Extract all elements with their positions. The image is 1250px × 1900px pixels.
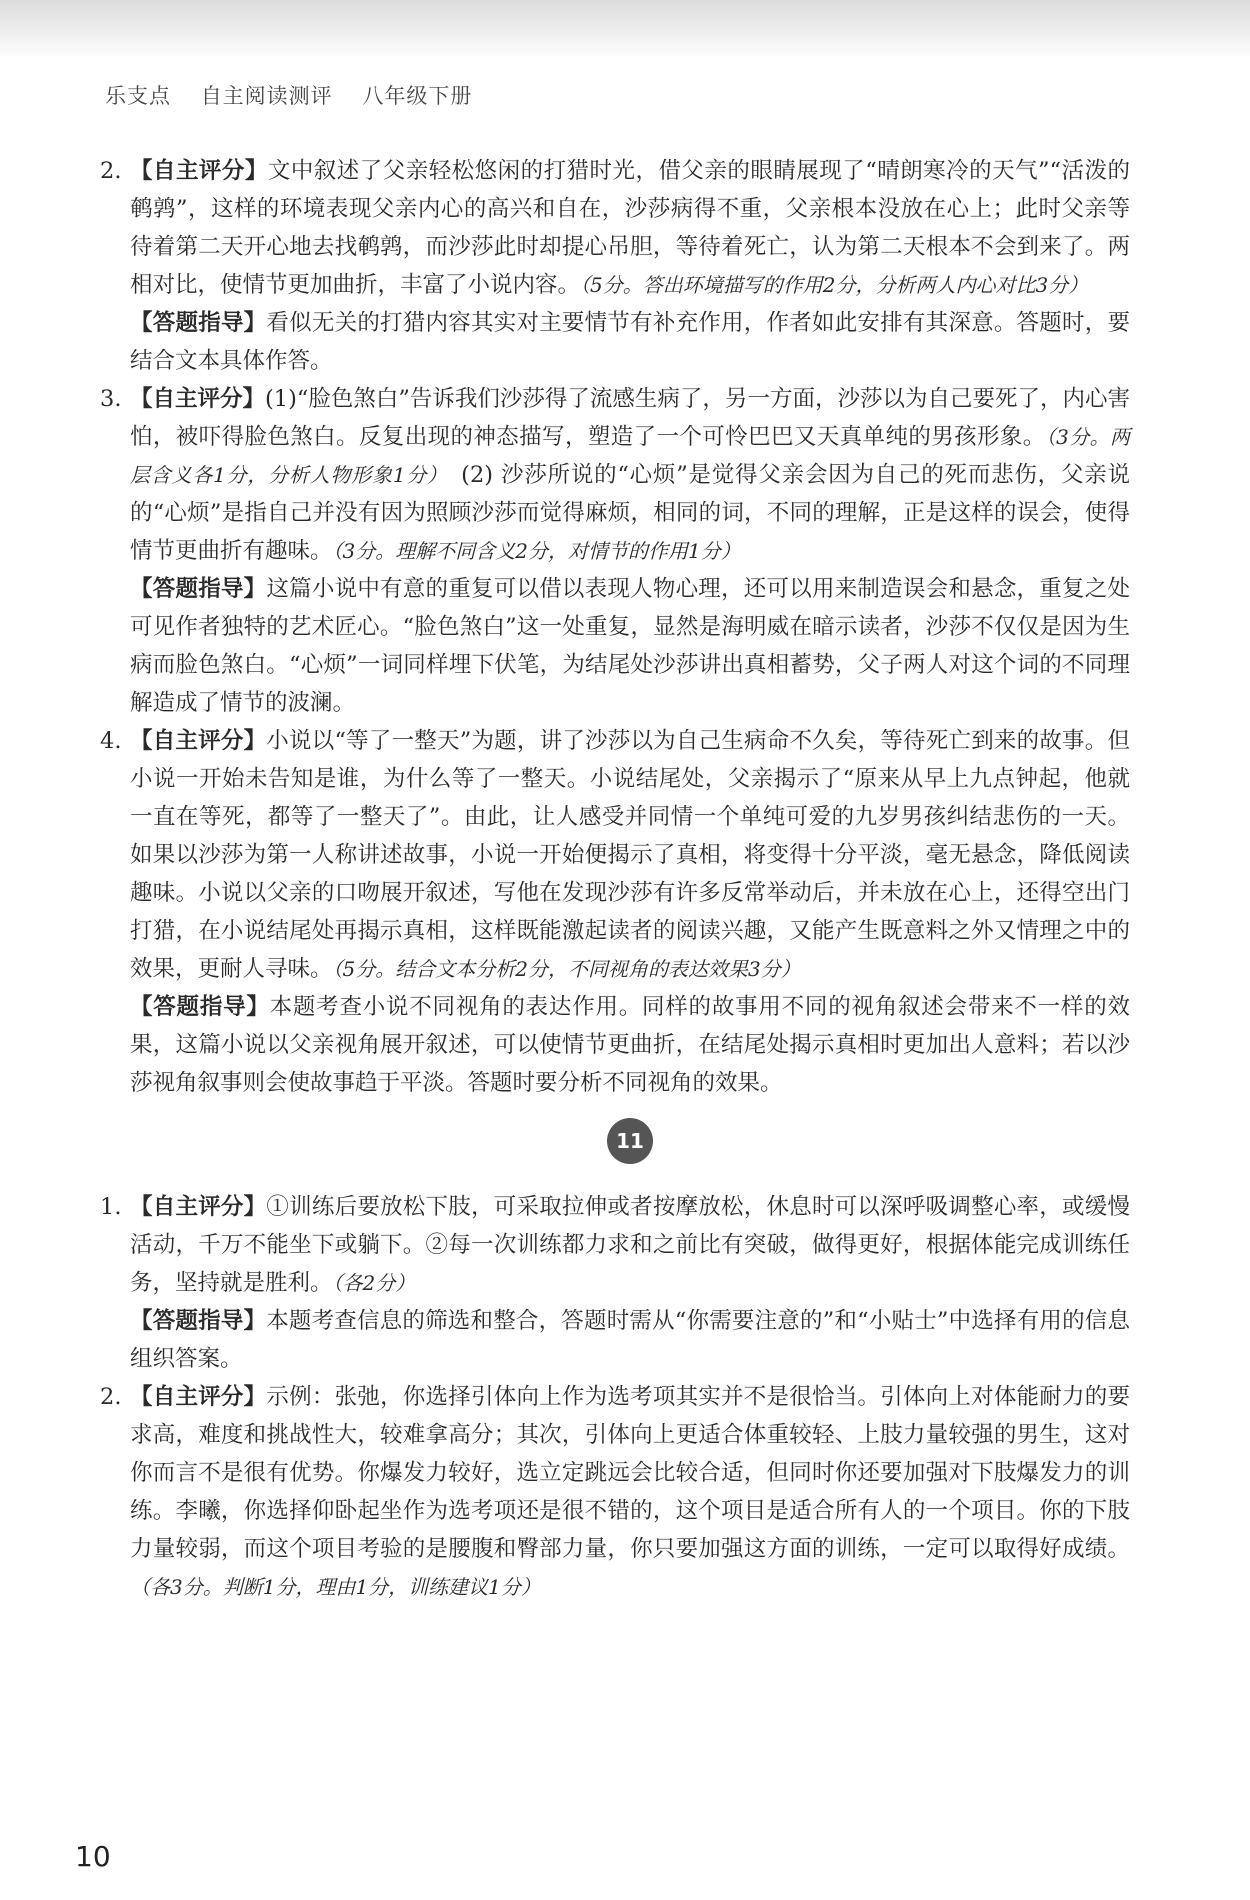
item-number: 2.: [100, 158, 122, 184]
guide-label: 【答题指导】: [130, 310, 267, 336]
item-text: (1)“脸色煞白”告诉我们沙莎得了流感生病了，另一方面，沙莎以为自己要死了，内心害怕，被吓得脸色煞白。反复出现的神态描写，塑造了一个可怜巴巴又天真单纯的男孩形象。: [130, 386, 1130, 450]
score-note: （各2分）: [332, 1271, 416, 1295]
score-note: （3分。两层含义各1分，分析人物形象1分）: [130, 425, 1130, 487]
answer-item: [100, 1188, 1130, 1378]
top-shadow: [0, 0, 1250, 60]
answer-content: [100, 152, 1131, 1606]
item-number: 2.: [100, 1384, 122, 1410]
guide-text: 这篇小说中有意的重复可以借以表现人物心理，还可以用来制造误会和悬念，重复之处可见作者独特的艺术匠心。“脸色煞白”这一处重复，显然是海明威在暗示读者，沙莎不仅仅是因为生病而脸色煞白。“心烦”一词同样埋下伏笔，为结尾处沙莎讲出真相蓄势，父子两人对这个词的不同理解造成了情节的波澜。: [130, 576, 1130, 716]
item-text: 小说以“等了一整天”为题，讲了沙莎以为自己生病命不久矣，等待死亡到来的故事。但小说一开始未告知是谁，为什么等了一整天。小说结尾处，父亲揭示了“原来从早上九点钟起，他就一直在等死，都等了一整天了”。由此，让人感受并同情一个单纯可爱的九岁男孩纠结悲伤的一天。如果以沙莎为第一人称讲述故事，小说一开始便揭示了真相，将变得十分平淡，毫无悬念，降低阅读趣味。小说以父亲的口吻展开叙述，写他在发现沙莎有许多反常举动后，并未放在心上，还得空出门打猎，在小说结尾处再揭示真相，这样既能激起读者的阅读兴趣，又能产生既意料之外又情理之中的效果，更耐人寻味。: [130, 728, 1130, 982]
guide-label: 【答题指导】: [130, 1308, 267, 1334]
header-series: 自主阅读测评: [200, 84, 333, 108]
score-note: （各3分。判断1分，理由1分，训练建议1分）: [130, 1575, 541, 1599]
page-number: 10: [75, 1840, 111, 1873]
self-score-label: 【自主评分】: [130, 1384, 267, 1410]
guide-label: 【答题指导】: [130, 994, 270, 1020]
item-number: 3.: [100, 386, 122, 412]
self-score-label: 【自主评分】: [130, 1194, 267, 1220]
item-text: 文中叙述了父亲轻松悠闲的打猎时光，借父亲的眼睛展现了“晴朗寒冷的天气”“活泼的鹌鹑”，这样的环境表现父亲内心的高兴和自在，沙莎病得不重，父亲根本没放在心上；此时父亲等待着第二天开心地去找鹌鹑，而沙莎此时却提心吊胆，等待着死亡，认为第二天根本不会到来了。两相对比，使情节更加曲折，丰富了小说内容。: [130, 158, 1130, 298]
item-text: ①训练后要放松下肢，可采取拉伸或者按摩放松，休息时可以深呼吸调整心率，或缓慢活动，千万不能坐下或躺下。②每一次训练都力求和之前比有突破，做得更好，根据体能完成训练任务，坚持就是胜利。: [130, 1194, 1130, 1296]
answer-item: [100, 152, 1130, 380]
score-note-part2: （3分。理解不同含义2分，对情节的作用1分）: [332, 539, 741, 563]
guide-text: 看似无关的打猎内容其实对主要情节有补充作用，作者如此安排有其深意。答题时，要结合文本具体作答。: [130, 310, 1130, 374]
score-note: （5分。结合文本分析2分，不同视角的表达效果3分）: [332, 957, 801, 981]
answer-item: [100, 1378, 1130, 1606]
guide-label: 【答题指导】: [130, 576, 267, 602]
section-number-badge: 11: [607, 1118, 653, 1164]
guide-text: 本题考查信息的筛选和整合，答题时需从“你需要注意的”和“小贴士”中选择有用的信息组织答案。: [130, 1308, 1130, 1372]
answer-item: [100, 380, 1131, 722]
item-text-part2: (2) 沙莎所说的“心烦”是觉得父亲会因为自己的死而悲伤，父亲说的“心烦”是指自己并没有因为照顾沙莎而觉得麻烦，相同的词，不同的理解，正是这样的误会，使得情节更曲折有趣味。: [130, 462, 1131, 564]
self-score-label: 【自主评分】: [130, 728, 267, 754]
header-grade: 八年级下册: [362, 84, 473, 108]
header-brand: 乐支点: [105, 84, 171, 108]
self-score-label: 【自主评分】: [130, 386, 266, 412]
self-score-label: 【自主评分】: [130, 158, 268, 184]
item-number: 1.: [100, 1194, 122, 1220]
item-number: 4.: [100, 728, 122, 754]
answer-item: [100, 722, 1130, 1102]
item-text: 示例：张弛，你选择引体向上作为选考项其实并不是很恰当。引体向上对体能耐力的要求高，难度和挑战性大，较难拿高分；其次，引体向上更适合体重较轻、上肢力量较强的男生，这对你而言不是很有优势。你爆发力较好，选立定跳远会比较合适，但同时你还要加强对下肢爆发力的训练。李曦，你选择仰卧起坐作为选考项还是很不错的，这个项目是适合所有人的一个项目。你的下肢力量较弱，而这个项目考验的是腰腹和臀部力量，你只要加强这方面的训练，一定可以取得好成绩。: [130, 1384, 1130, 1562]
guide-text: 本题考查小说不同视角的表达作用。同样的故事用不同的视角叙述会带来不一样的效果，这篇小说以父亲视角展开叙述，可以使情节更曲折，在结尾处揭示真相时更加出人意料；若以沙莎视角叙事则会使故事趋于平淡。答题时要分析不同视角的效果。: [130, 994, 1130, 1096]
running-header: [105, 80, 494, 110]
score-note: （5分。答出环境描写的作用2分，分析两人内心对比3分）: [580, 273, 1089, 297]
